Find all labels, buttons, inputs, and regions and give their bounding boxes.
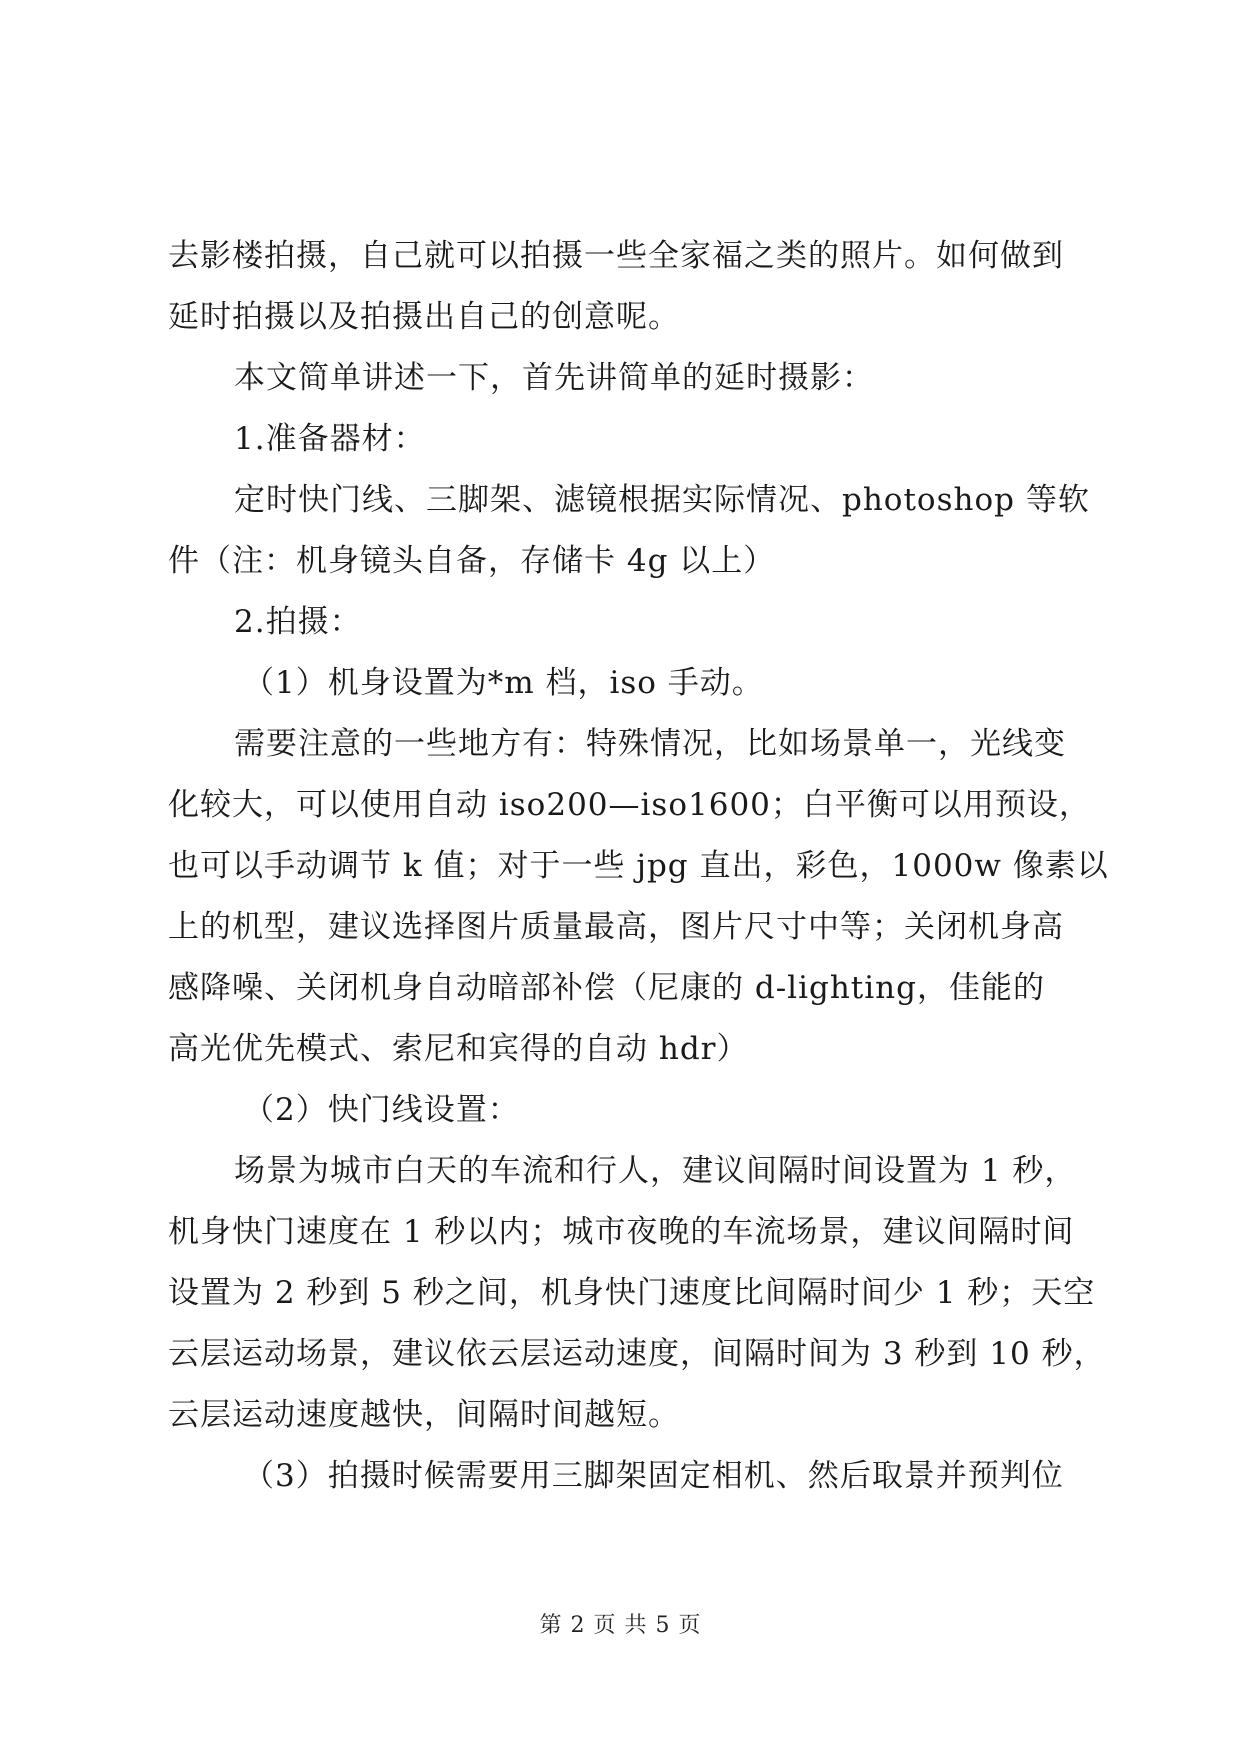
text-line: 1.准备器材： xyxy=(234,421,426,457)
text-line: 件（注：机身镜头自备，存储卡 4g 以上） xyxy=(168,543,776,579)
text-line: 感降噪、关闭机身自动暗部补偿（尼康的 d-lighting，佳能的 xyxy=(168,970,1045,1006)
text-line: （2）快门线设置： xyxy=(243,1092,520,1128)
text-line: （1）机身设置为*m 档，iso 手动。 xyxy=(243,665,764,701)
paragraph-notes xyxy=(168,714,1109,1080)
text-line: 2.拍摄： xyxy=(234,604,362,640)
text-line: 机身快门速度在 1 秒以内；城市夜晚的车流场景，建议间隔时间 xyxy=(168,1214,1075,1250)
heading-shooting xyxy=(168,592,1088,653)
paragraph-intervals xyxy=(168,1141,1106,1446)
body-text xyxy=(168,226,1109,1507)
text-line: 设置为 2 秒到 5 秒之间，机身快门速度比间隔时间少 1 秒；天空 xyxy=(168,1275,1096,1311)
text-line: 高光优先模式、索尼和宾得的自动 hdr） xyxy=(168,1031,749,1067)
heading-equipment xyxy=(168,409,1088,470)
subheading-shutter-release xyxy=(168,1080,1088,1141)
text-line: 云层运动速度越快，间隔时间越短。 xyxy=(168,1397,680,1433)
page-number: 第 2 页 共 5 页 xyxy=(539,1613,702,1638)
text-line: 定时快门线、三脚架、滤镜根据实际情况、photoshop 等软 xyxy=(234,482,1090,518)
paragraph-intro xyxy=(168,348,1088,409)
text-line: 需要注意的一些地方有：特殊情况，比如场景单一，光线变 xyxy=(234,726,1066,762)
subheading-tripod xyxy=(168,1446,1088,1507)
text-line: 上的机型，建议选择图片质量最高，图片尺寸中等；关闭机身高 xyxy=(168,909,1064,945)
paragraph-equipment xyxy=(168,470,1088,592)
text-line: 延时拍摄以及拍摄出自己的创意呢。 xyxy=(168,299,680,335)
text-line: 本文简单讲述一下，首先讲简单的延时摄影： xyxy=(234,360,874,396)
page-footer xyxy=(0,1608,1241,1639)
subheading-camera-settings xyxy=(168,653,1088,714)
text-line: 场景为城市白天的车流和行人，建议间隔时间设置为 1 秒， xyxy=(234,1153,1077,1189)
paragraph-continuation xyxy=(168,226,1088,348)
text-line: 去影楼拍摄，自己就可以拍摄一些全家福之类的照片。如何做到 xyxy=(168,238,1064,274)
text-line: 化较大，可以使用自动 iso200—iso1600；白平衡可以用预设， xyxy=(168,787,1091,823)
text-line: （3）拍摄时候需要用三脚架固定相机、然后取景并预判位 xyxy=(243,1458,1064,1494)
text-line: 云层运动场景，建议依云层运动速度，间隔时间为 3 秒到 10 秒， xyxy=(168,1336,1106,1372)
text-line: 也可以手动调节 k 值；对于一些 jpg 直出，彩色，1000w 像素以 xyxy=(168,848,1109,884)
